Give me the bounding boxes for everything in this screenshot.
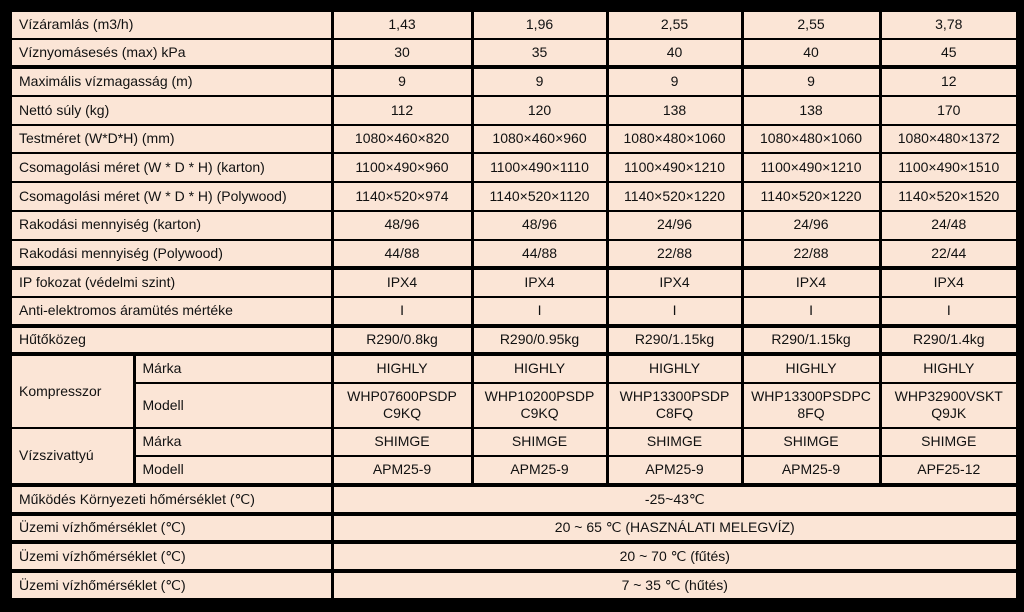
spec-value-cell: SHIMGE (742, 428, 880, 457)
group-label-compressor: Kompresszor (10, 354, 134, 427)
spec-value-cell: I (880, 297, 1018, 326)
model-line: WHP13300PSDPC (751, 387, 871, 404)
table-row (10, 125, 1018, 154)
spec-value-cell: APM25-9 (472, 456, 607, 485)
spec-value-cell: 9 (332, 67, 472, 96)
spec-value-cell: 1140×520×1520 (880, 182, 1018, 211)
spec-value-cell: 22/44 (880, 240, 1018, 269)
spec-value-cell: SHIMGE (472, 428, 607, 457)
spec-value-cell: I (332, 297, 472, 326)
spec-value-cell: 112 (332, 96, 472, 125)
spec-value-cell: 2,55 (742, 10, 880, 39)
spec-value-cell: 22/88 (742, 240, 880, 269)
spec-value-cell: IPX4 (880, 268, 1018, 297)
spec-value-cell: 44/88 (472, 240, 607, 269)
spec-value-cell: 138 (742, 96, 880, 125)
spec-value-cell (742, 383, 880, 428)
spec-value-cell (607, 383, 742, 428)
model-line: C8FQ (655, 405, 694, 422)
spec-value-cell: HIGHLY (742, 354, 880, 383)
spec-value-cell: SHIMGE (332, 428, 472, 457)
spec-value-cell: 170 (880, 96, 1018, 125)
spec-value-cell: 48/96 (472, 211, 607, 240)
sub-label-model: Modell (134, 383, 332, 428)
spec-value-cell: IPX4 (607, 268, 742, 297)
row-label: Anti-elektromos áramütés mértéke (10, 297, 332, 326)
row-label: Csomagolási méret (W * D * H) (Polywood) (10, 182, 332, 211)
spec-value-cell: HIGHLY (472, 354, 607, 383)
spec-value-cell: 24/96 (607, 211, 742, 240)
spec-value-cell: APF25-12 (880, 456, 1018, 485)
table-row (10, 326, 1018, 355)
model-line: WHP32900VSKT (894, 387, 1003, 404)
spec-value-cell: HIGHLY (607, 354, 742, 383)
spec-value-cell: 9 (607, 67, 742, 96)
spec-value-cell: 1100×490×1510 (880, 153, 1018, 182)
row-label: Vízáramlás (m3/h) (10, 10, 332, 39)
spec-value-cell: 138 (607, 96, 742, 125)
merged-value-cell: -25~43℃ (332, 485, 1018, 514)
table-row (10, 542, 1018, 571)
spec-value-cell: 1080×460×820 (332, 125, 472, 154)
table-row (10, 182, 1018, 211)
table-row (10, 268, 1018, 297)
spec-value-cell: SHIMGE (607, 428, 742, 457)
table-row (10, 240, 1018, 269)
table-row (10, 485, 1018, 514)
spec-value-cell: IPX4 (742, 268, 880, 297)
spec-value-cell: 1,43 (332, 10, 472, 39)
spec-value-cell: 1140×520×1120 (472, 182, 607, 211)
spec-value-cell: 1140×520×974 (332, 182, 472, 211)
table-row (10, 211, 1018, 240)
spec-value-cell: 1080×480×1060 (607, 125, 742, 154)
row-label: Rakodási mennyiség (karton) (10, 211, 332, 240)
row-label: Üzemi vízhőmérséklet (℃) (10, 571, 332, 600)
table-row (10, 514, 1018, 543)
spec-value-cell: I (472, 297, 607, 326)
spec-value-cell: 1100×490×960 (332, 153, 472, 182)
spec-value-cell: 40 (742, 39, 880, 68)
spec-value-cell: 1100×490×1110 (472, 153, 607, 182)
spec-value-cell: 44/88 (332, 240, 472, 269)
spec-value-cell: 35 (472, 39, 607, 68)
spec-value-cell: IPX4 (472, 268, 607, 297)
spec-value-cell: R290/0.8kg (332, 326, 472, 355)
spec-value-cell: 120 (472, 96, 607, 125)
spec-value-cell: 24/48 (880, 211, 1018, 240)
spec-value-cell: R290/1.15kg (607, 326, 742, 355)
sub-label-brand: Márka (134, 428, 332, 457)
table-row (10, 297, 1018, 326)
spec-value-cell: 1080×480×1372 (880, 125, 1018, 154)
spec-value-cell (880, 383, 1018, 428)
spec-table (8, 8, 1020, 602)
group-label-pump: Vízszivattyú (10, 428, 134, 485)
row-label: IP fokozat (védelmi szint) (10, 268, 332, 297)
table-row (10, 39, 1018, 68)
spec-value-cell (332, 383, 472, 428)
spec-value-cell: 30 (332, 39, 472, 68)
table-row (10, 456, 1018, 485)
spec-value-cell: R290/0.95kg (472, 326, 607, 355)
table-row (10, 383, 1018, 428)
sub-label-brand: Márka (134, 354, 332, 383)
spec-value-cell: R290/1.4kg (880, 326, 1018, 355)
table-row (10, 10, 1018, 39)
row-label: Rakodási mennyiség (Polywood) (10, 240, 332, 269)
spec-value-cell: R290/1.15kg (742, 326, 880, 355)
model-line: C9KQ (382, 405, 422, 422)
spec-value-cell: 48/96 (332, 211, 472, 240)
model-line: WHP07600PSDP (347, 387, 457, 404)
spec-value-cell: APM25-9 (742, 456, 880, 485)
spec-value-cell: HIGHLY (880, 354, 1018, 383)
table-row (10, 96, 1018, 125)
row-label: Nettó súly (kg) (10, 96, 332, 125)
table-row (10, 153, 1018, 182)
model-line: WHP13300PSDP (619, 387, 730, 404)
spec-value-cell: 1080×460×960 (472, 125, 607, 154)
spec-value-cell: 1100×490×1210 (607, 153, 742, 182)
table-row (10, 354, 1018, 383)
spec-value-cell (472, 383, 607, 428)
spec-value-cell: 1140×520×1220 (742, 182, 880, 211)
spec-value-cell: HIGHLY (332, 354, 472, 383)
row-label: Csomagolási méret (W * D * H) (karton) (10, 153, 332, 182)
spec-value-cell: 9 (472, 67, 607, 96)
merged-value-cell: 20 ~ 70 ℃ (fűtés) (332, 542, 1018, 571)
spec-value-cell: 40 (607, 39, 742, 68)
spec-value-cell: 1100×490×1210 (742, 153, 880, 182)
spec-value-cell: 24/96 (742, 211, 880, 240)
spec-value-cell: APM25-9 (332, 456, 472, 485)
model-line: Q9JK (931, 405, 967, 422)
row-label: Működés Környezeti hőmérséklet (℃) (10, 485, 332, 514)
row-label: Testméret (W*D*H) (mm) (10, 125, 332, 154)
spec-value-cell: 3,78 (880, 10, 1018, 39)
merged-value-cell: 7 ~ 35 ℃ (hűtés) (332, 571, 1018, 600)
spec-value-cell: 9 (742, 67, 880, 96)
spec-value-cell: 1,96 (472, 10, 607, 39)
row-label: Üzemi vízhőmérséklet (℃) (10, 514, 332, 543)
table-row (10, 67, 1018, 96)
spec-value-cell: 1140×520×1220 (607, 182, 742, 211)
spec-value-cell: IPX4 (332, 268, 472, 297)
spec-value-cell: I (607, 297, 742, 326)
row-label: Hűtőközeg (10, 326, 332, 355)
table-row (10, 428, 1018, 457)
model-line: WHP10200PSDP (484, 387, 595, 404)
row-label: Maximális vízmagasság (m) (10, 67, 332, 96)
spec-value-cell: 12 (880, 67, 1018, 96)
spec-value-cell: 22/88 (607, 240, 742, 269)
merged-value-cell: 20 ~ 65 ℃ (HASZNÁLATI MELEGVÍZ) (332, 514, 1018, 543)
sub-label-model: Modell (134, 456, 332, 485)
table-row (10, 571, 1018, 600)
row-label: Víznyomásesés (max) kPa (10, 39, 332, 68)
model-line: 8FQ (797, 405, 825, 422)
spec-value-cell: I (742, 297, 880, 326)
spec-value-cell: 45 (880, 39, 1018, 68)
spec-value-cell: APM25-9 (607, 456, 742, 485)
spec-value-cell: SHIMGE (880, 428, 1018, 457)
spec-value-cell: 2,55 (607, 10, 742, 39)
model-line: C9KQ (520, 405, 559, 422)
row-label: Üzemi vízhőmérséklet (℃) (10, 542, 332, 571)
spec-value-cell: 1080×480×1060 (742, 125, 880, 154)
